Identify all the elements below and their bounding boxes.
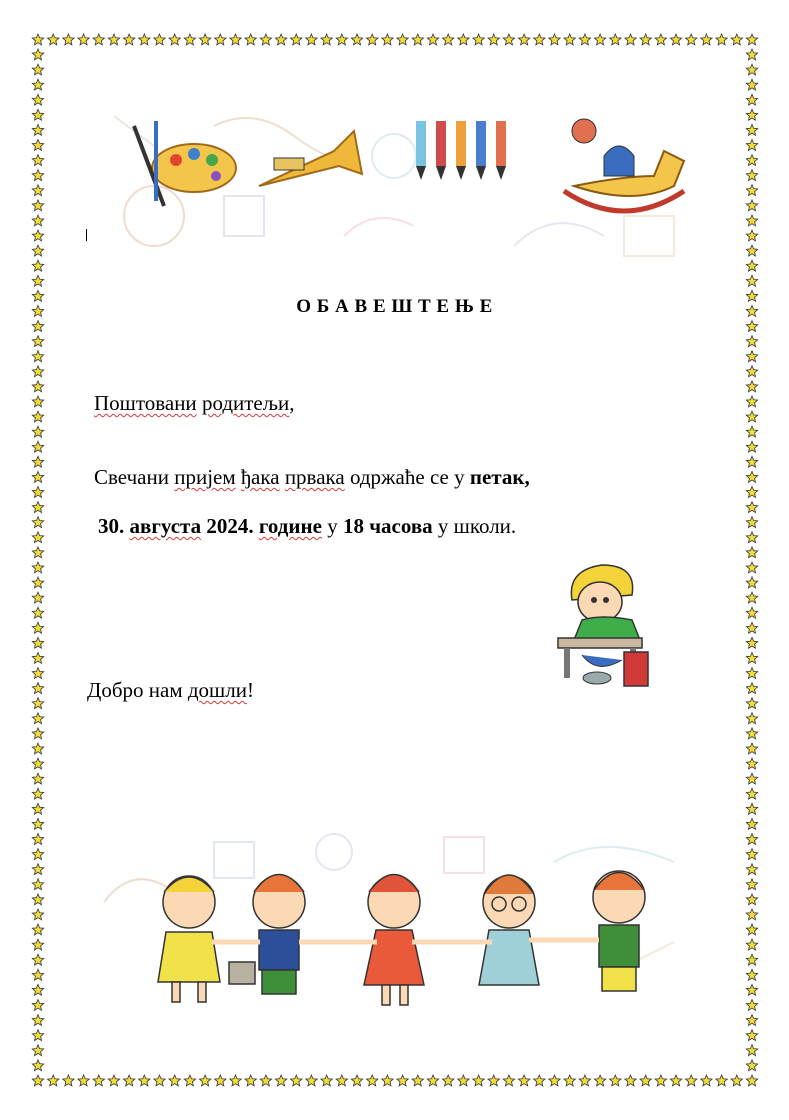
border-star-icon: [458, 34, 469, 45]
border-star-icon: [32, 713, 43, 724]
border-star-icon: [32, 215, 43, 226]
border-star-icon: [32, 456, 43, 467]
border-star-icon: [78, 34, 89, 45]
border-star-icon: [625, 1075, 636, 1086]
border-star-icon: [686, 1075, 697, 1086]
border-star-icon: [503, 1075, 514, 1086]
border-star-icon: [306, 1075, 318, 1086]
border-star-icon: [32, 94, 43, 105]
border-star-icon: [746, 879, 757, 890]
border-star-icon: [746, 456, 757, 467]
border-star-icon: [32, 411, 43, 422]
border-star-icon: [746, 984, 757, 995]
border-star-icon: [32, 879, 43, 890]
border-star-icon: [746, 94, 757, 105]
border-star-icon: [245, 34, 256, 45]
border-star-icon: [534, 1075, 545, 1086]
border-star-icon: [594, 1075, 605, 1086]
border-star-icon: [686, 34, 697, 45]
border-star-icon: [32, 818, 43, 829]
border-star-icon: [32, 124, 43, 135]
border-star-icon: [746, 64, 757, 75]
border-star-icon: [746, 1060, 757, 1071]
border-star-icon: [746, 215, 757, 226]
border-star-icon: [579, 1075, 590, 1086]
border-star-icon: [123, 34, 134, 45]
border-star-icon: [32, 984, 43, 995]
border-star-icon: [32, 683, 43, 694]
border-star-icon: [32, 773, 43, 784]
border-star-icon: [32, 622, 43, 633]
child-figure: [158, 876, 220, 1002]
announcement-line-2: [98, 514, 516, 539]
children-holding-hands-illustration: [94, 822, 696, 1022]
border-star-icon: [746, 109, 757, 120]
border-star-icon: [746, 245, 757, 256]
border-star-icon: [746, 532, 757, 543]
border-star-icon: [32, 502, 43, 513]
border-star-icon: [32, 1000, 43, 1011]
border-star-icon: [32, 517, 43, 528]
text-run: ђака: [240, 465, 280, 489]
border-star-icon: [746, 909, 757, 920]
child-figure: [229, 875, 305, 995]
text-cursor: [86, 229, 87, 241]
border-star-icon: [746, 170, 757, 181]
colored-pencils-icon: [416, 121, 506, 180]
closing-line: [87, 678, 254, 703]
border-star-icon: [32, 758, 43, 769]
border-star-icon: [32, 441, 43, 452]
border-star-icon: [746, 1045, 757, 1056]
border-star-icon: [731, 1075, 742, 1086]
border-star-icon: [336, 34, 347, 45]
border-star-icon: [351, 34, 362, 45]
border-star-icon: [93, 34, 104, 45]
border-star-icon: [32, 260, 43, 271]
border-star-icon: [32, 698, 43, 709]
border-star-icon: [746, 713, 757, 724]
border-star-icon: [746, 1030, 757, 1041]
border-star-icon: [32, 788, 43, 799]
border-star-icon: [32, 592, 43, 603]
border-star-icon: [32, 140, 43, 151]
border-star-icon: [670, 1075, 681, 1086]
border-star-icon: [32, 849, 43, 860]
border-star-icon: [32, 426, 43, 437]
border-star-icon: [230, 1075, 241, 1086]
border-star-icon: [184, 1075, 195, 1086]
border-star-icon: [746, 487, 757, 498]
border-star-icon: [32, 864, 43, 875]
border-star-icon: [746, 124, 757, 135]
border-star-icon: [32, 834, 43, 845]
border-star-icon: [32, 336, 43, 347]
border-star-icon: [746, 502, 757, 513]
border-star-icon: [32, 155, 43, 166]
border-star-icon: [215, 1075, 226, 1086]
greeting-word: родитељи: [201, 391, 290, 415]
border-star-icon: [397, 34, 408, 45]
text-run: у: [321, 514, 343, 538]
border-star-icon: [199, 1075, 210, 1086]
border-star-icon: [367, 34, 378, 45]
border-star-icon: [32, 607, 43, 618]
border-star-icon: [746, 562, 757, 573]
border-star-icon: [123, 1075, 134, 1086]
paint-palette-icon: [134, 121, 236, 206]
border-star-icon: [716, 34, 727, 45]
border-star-icon: [32, 547, 43, 558]
border-star-icon: [32, 64, 43, 75]
border-star-icon: [746, 607, 757, 618]
border-star-icon: [701, 1075, 712, 1086]
border-star-icon: [746, 336, 757, 347]
border-star-icon: [32, 909, 43, 920]
border-star-icon: [32, 668, 43, 679]
border-star-icon: [154, 34, 165, 45]
border-star-icon: [306, 34, 318, 45]
rocking-horse-icon: [564, 119, 684, 211]
border-star-icon: [32, 969, 43, 980]
border-star-icon: [746, 366, 757, 377]
border-star-icon: [670, 34, 681, 45]
border-star-icon: [746, 698, 757, 709]
border-star-icon: [63, 34, 74, 45]
border-star-icon: [169, 34, 180, 45]
border-star-icon: [32, 894, 43, 905]
border-star-icon: [32, 728, 43, 739]
border-star-icon: [32, 653, 43, 664]
border-star-icon: [746, 653, 757, 664]
border-star-icon: [746, 728, 757, 739]
border-star-icon: [746, 668, 757, 679]
border-star-icon: [746, 577, 757, 588]
border-star-icon: [32, 487, 43, 498]
border-star-icon: [746, 441, 757, 452]
border-star-icon: [32, 954, 43, 965]
border-star-icon: [746, 683, 757, 694]
border-star-icon: [488, 34, 500, 45]
border-star-icon: [746, 864, 757, 875]
border-star-icon: [215, 34, 226, 45]
border-star-icon: [746, 924, 757, 935]
border-star-icon: [473, 34, 485, 45]
border-star-icon: [32, 803, 43, 814]
border-star-icon: [746, 969, 757, 980]
border-star-icon: [427, 1075, 438, 1086]
border-star-icon: [32, 185, 43, 196]
border-star-icon: [32, 321, 43, 332]
border-star-icon: [701, 34, 712, 45]
border-star-icon: [139, 34, 150, 45]
border-star-icon: [32, 1045, 43, 1056]
event-time: 18 часова: [342, 514, 433, 538]
border-star-icon: [518, 1075, 529, 1086]
border-star-icon: [48, 34, 59, 45]
border-star-icon: [78, 1075, 89, 1086]
border-star-icon: [260, 34, 271, 45]
border-star-icon: [32, 109, 43, 120]
border-star-icon: [443, 1075, 454, 1086]
border-star-icon: [245, 1075, 256, 1086]
border-star-icon: [640, 34, 651, 45]
border-star-icon: [746, 155, 757, 166]
border-star-icon: [746, 592, 757, 603]
border-star-icon: [746, 471, 757, 482]
border-star-icon: [32, 924, 43, 935]
border-star-icon: [139, 1075, 150, 1086]
border-star-icon: [746, 849, 757, 860]
text-run: првака: [284, 465, 345, 489]
border-star-icon: [443, 34, 454, 45]
border-star-icon: [32, 1075, 43, 1086]
border-star-icon: [336, 1075, 347, 1086]
border-star-icon: [32, 79, 43, 90]
border-star-icon: [169, 1075, 180, 1086]
border-star-icon: [427, 34, 438, 45]
boy-at-desk-illustration: [552, 560, 658, 690]
border-star-icon: [199, 34, 210, 45]
border-star-icon: [32, 275, 43, 286]
border-star-icon: [746, 818, 757, 829]
border-star-icon: [367, 1075, 378, 1086]
border-star-icon: [48, 1075, 59, 1086]
border-star-icon: [594, 34, 605, 45]
child-figure: [593, 871, 645, 991]
border-star-icon: [746, 321, 757, 332]
border-star-icon: [731, 34, 742, 45]
border-star-icon: [32, 245, 43, 256]
border-star-icon: [32, 34, 43, 45]
border-star-icon: [549, 1075, 560, 1086]
border-star-icon: [32, 170, 43, 181]
border-star-icon: [32, 351, 43, 362]
border-star-icon: [746, 758, 757, 769]
text-run: Свечани: [94, 465, 175, 489]
border-star-icon: [291, 34, 303, 45]
border-star-icon: [382, 34, 393, 45]
border-star-icon: [63, 1075, 74, 1086]
border-star-icon: [610, 1075, 621, 1086]
border-star-icon: [746, 411, 757, 422]
border-star-icon: [321, 34, 332, 45]
border-star-icon: [488, 1075, 500, 1086]
border-star-icon: [746, 185, 757, 196]
border-star-icon: [32, 1060, 43, 1071]
announcement-line-1: [94, 465, 530, 490]
school-supplies-illustration: [94, 96, 696, 278]
border-star-icon: [32, 1030, 43, 1041]
event-day: петак,: [469, 465, 530, 489]
border-star-icon: [716, 1075, 727, 1086]
text-run: !: [246, 678, 254, 702]
border-star-icon: [503, 34, 514, 45]
border-star-icon: [746, 230, 757, 241]
border-star-icon: [564, 34, 575, 45]
border-star-icon: [275, 34, 286, 45]
border-star-icon: [746, 894, 757, 905]
border-star-icon: [746, 788, 757, 799]
border-star-icon: [397, 1075, 408, 1086]
border-star-icon: [321, 1075, 332, 1086]
border-star-icon: [746, 939, 757, 950]
border-star-icon: [93, 1075, 104, 1086]
event-date: године: [258, 514, 322, 538]
border-star-icon: [32, 637, 43, 648]
greeting-word: Поштовани: [94, 391, 197, 415]
event-date: августа: [129, 514, 202, 538]
border-star-icon: [746, 426, 757, 437]
trumpet-icon: [259, 131, 362, 186]
text-run: у школи.: [432, 514, 517, 538]
border-star-icon: [534, 34, 545, 45]
border-star-icon: [746, 1015, 757, 1026]
border-star-icon: [746, 637, 757, 648]
border-star-icon: [32, 396, 43, 407]
border-star-icon: [351, 1075, 362, 1086]
border-star-icon: [32, 939, 43, 950]
border-star-icon: [32, 230, 43, 241]
border-star-icon: [32, 743, 43, 754]
child-figure: [479, 875, 539, 985]
border-star-icon: [412, 34, 423, 45]
border-star-icon: [32, 381, 43, 392]
border-star-icon: [746, 834, 757, 845]
border-star-icon: [746, 954, 757, 965]
border-star-icon: [746, 773, 757, 784]
border-star-icon: [625, 34, 636, 45]
border-star-icon: [275, 1075, 286, 1086]
border-star-icon: [32, 577, 43, 588]
border-star-icon: [108, 1075, 119, 1086]
border-star-icon: [32, 562, 43, 573]
border-star-icon: [32, 200, 43, 211]
border-star-icon: [746, 743, 757, 754]
border-star-icon: [746, 396, 757, 407]
border-star-icon: [32, 471, 43, 482]
text-run: одржаће се у: [344, 465, 470, 489]
border-star-icon: [230, 34, 241, 45]
border-star-icon: [382, 1075, 393, 1086]
border-star-icon: [746, 803, 757, 814]
border-star-icon: [412, 1075, 423, 1086]
border-star-icon: [260, 1075, 271, 1086]
border-star-icon: [32, 1015, 43, 1026]
border-star-icon: [579, 34, 590, 45]
text-run: Добро нам: [87, 678, 188, 702]
border-star-icon: [518, 34, 529, 45]
border-star-icon: [184, 34, 195, 45]
border-star-icon: [154, 1075, 165, 1086]
border-star-icon: [32, 49, 43, 60]
border-star-icon: [458, 1075, 469, 1086]
border-star-icon: [746, 140, 757, 151]
border-star-icon: [640, 1075, 651, 1086]
border-star-icon: [473, 1075, 485, 1086]
border-star-icon: [746, 547, 757, 558]
border-star-icon: [564, 1075, 575, 1086]
border-star-icon: [746, 351, 757, 362]
border-star-icon: [746, 622, 757, 633]
greeting-line: [94, 391, 295, 416]
event-date: 30.: [98, 514, 130, 538]
greeting-punct: ,: [289, 391, 295, 415]
border-star-icon: [746, 1075, 757, 1086]
border-star-icon: [610, 34, 621, 45]
border-star-icon: [32, 366, 43, 377]
event-date: 2024.: [201, 514, 259, 538]
border-star-icon: [655, 34, 667, 45]
border-star-icon: [746, 49, 757, 60]
border-star-icon: [746, 260, 757, 271]
text-run: дошли: [187, 678, 247, 702]
notice-title: О Б А В Е Ш Т Е Њ Е: [296, 296, 493, 317]
border-star-icon: [291, 1075, 303, 1086]
border-star-icon: [32, 532, 43, 543]
border-star-icon: [746, 200, 757, 211]
border-star-icon: [549, 34, 560, 45]
border-star-icon: [746, 34, 757, 45]
border-star-icon: [746, 79, 757, 90]
text-run: пријем: [174, 465, 236, 489]
border-star-icon: [746, 1000, 757, 1011]
border-star-icon: [655, 1075, 667, 1086]
border-star-icon: [746, 381, 757, 392]
border-star-icon: [746, 275, 757, 286]
border-star-icon: [108, 34, 119, 45]
border-star-icon: [746, 517, 757, 528]
